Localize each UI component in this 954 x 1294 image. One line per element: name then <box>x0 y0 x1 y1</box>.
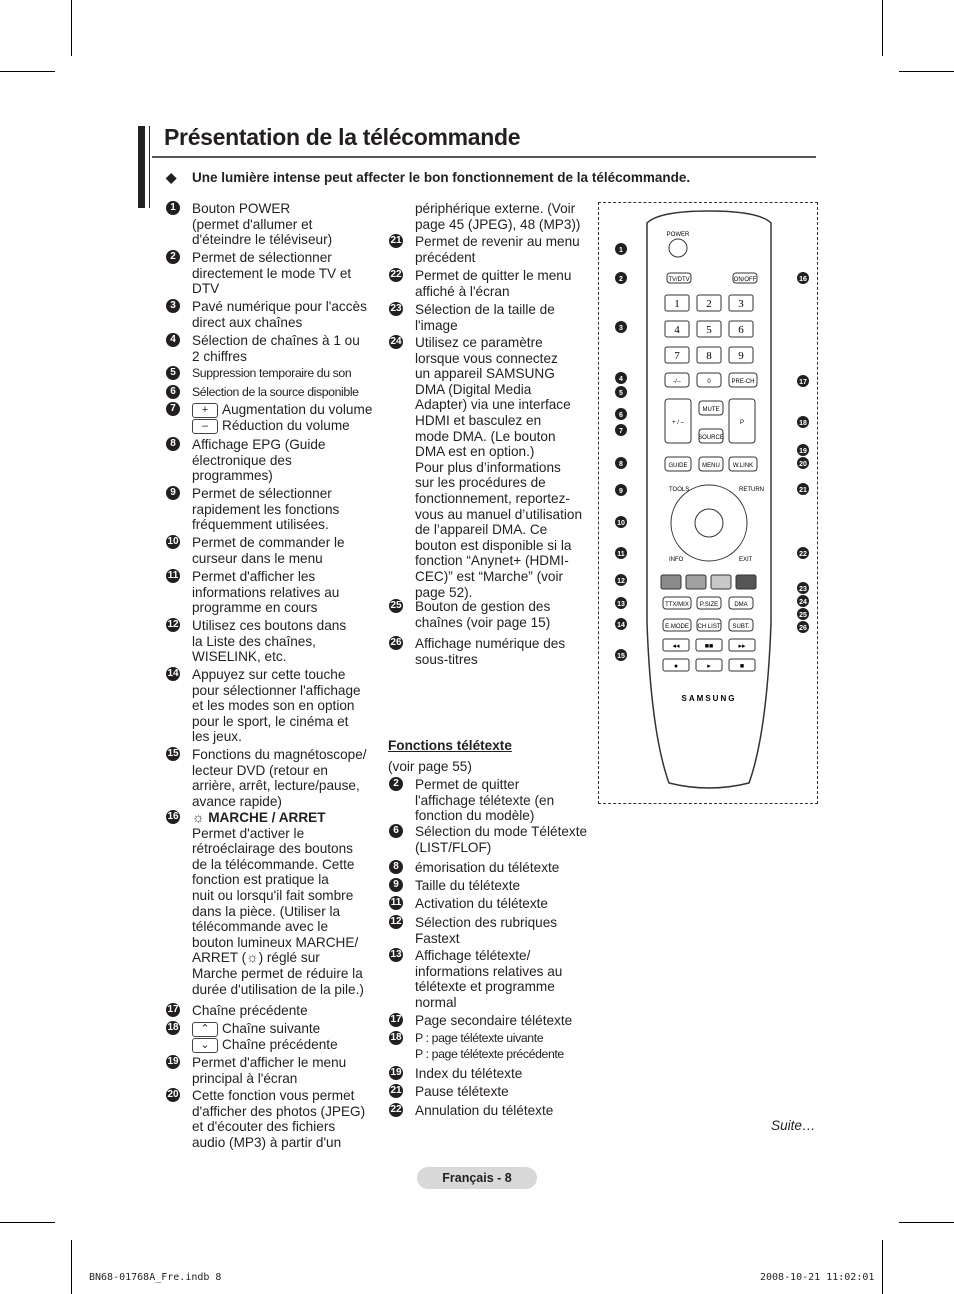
item-number-badge: 8 <box>389 860 403 874</box>
item-number-badge: 20 <box>167 1089 179 1100</box>
callout-number: 4 <box>619 376 623 383</box>
item-text-line: bouton lumineux MARCHE/ <box>192 934 359 950</box>
volume-rocker-label: + / – <box>672 420 684 426</box>
item-number-badge: 8 <box>166 437 180 451</box>
item-text-line: électronique des <box>192 452 292 468</box>
item-number-badge: 19 <box>167 1056 179 1067</box>
item-text-line: Permet d'activer le <box>192 825 305 841</box>
item-text-line: et les modes son en option <box>192 698 355 714</box>
crop-mark <box>899 1222 954 1223</box>
item-number-badge: 16 <box>167 811 179 822</box>
item-text-line: d'afficher des photos (JPEG) <box>192 1103 366 1119</box>
item-text-line: audio (MP3) à partir d'un <box>192 1134 342 1150</box>
item-number-badge: 9 <box>166 486 180 500</box>
remote-key-icon: + <box>192 403 218 418</box>
list-item <box>170 402 374 434</box>
crop-mark <box>899 71 954 72</box>
item-number-badge: 4 <box>166 333 180 347</box>
item-text-line: direct aux chaînes <box>192 314 303 330</box>
item-text-line: Taille du télétexte <box>415 878 521 893</box>
item-text-line: fonction du modèle) <box>415 808 535 824</box>
item-number-badge: 23 <box>390 303 402 314</box>
color-button <box>736 575 756 589</box>
diamond-bullet-icon: ◆ <box>166 170 177 185</box>
item-number-badge: 24 <box>390 336 402 347</box>
ttx-mix-button-label: TTX/MIX <box>665 602 689 608</box>
item-text-line: (LIST/FLOF) <box>415 839 492 855</box>
item-text-line: nuit ou lorsqu'il fait sombre <box>192 887 354 903</box>
item-text-line: Affichage numérique des <box>415 636 566 651</box>
list-item <box>390 915 593 946</box>
callout-number: 14 <box>617 622 625 629</box>
crop-mark <box>882 0 883 56</box>
item-text-line: les jeux. <box>192 729 242 745</box>
item-text-line: émorisation du télétexte <box>415 860 560 875</box>
item-number-badge: 6 <box>166 385 180 399</box>
digit-label: 4 <box>674 324 680 336</box>
list-item <box>390 599 593 630</box>
item-text-line: Bouton POWER <box>192 201 291 216</box>
item-text-line: sous-titres <box>415 651 478 667</box>
digit-label: 6 <box>738 324 744 336</box>
item-text-line: ⌄ Chaîne précédente <box>192 1037 374 1053</box>
item-text-line: l'image <box>415 317 458 333</box>
list-item <box>167 667 374 745</box>
item-number-badge: 22 <box>390 1104 402 1115</box>
list-item <box>390 1013 593 1029</box>
crop-mark <box>71 0 72 56</box>
list-item <box>415 201 593 232</box>
digit-label: 1 <box>674 298 680 310</box>
item-text-line: programmes) <box>192 468 273 484</box>
light-button-label: ON/OFF <box>733 277 757 283</box>
item-number-badge: 17 <box>390 1014 402 1025</box>
item-text-line: Pause télétexte <box>415 1084 509 1099</box>
list-item <box>167 535 374 566</box>
remote-control-illustration <box>599 203 817 803</box>
power-button <box>669 239 687 257</box>
list-item <box>170 437 374 484</box>
item-number-badge: 10 <box>167 536 179 547</box>
list-item <box>170 299 374 330</box>
color-button <box>686 575 706 589</box>
list-item <box>393 860 593 876</box>
item-text-line: page 52). <box>415 584 473 600</box>
item-text-line: la Liste des chaînes, <box>192 633 316 649</box>
color-button <box>661 575 681 589</box>
item-text-line: Permet de sélectionner <box>192 250 332 265</box>
enter-button <box>695 509 723 537</box>
item-text-line: Fastext <box>415 930 460 946</box>
exit-label: EXIT <box>739 557 753 563</box>
list-item <box>390 1066 593 1082</box>
item-number-badge: 1 <box>166 201 180 215</box>
list-item <box>167 747 374 809</box>
list-item <box>170 385 374 401</box>
item-text-line: et d'écouter des fichiers <box>192 1119 336 1135</box>
item-text-line: périphérique externe. (Voir <box>415 201 576 216</box>
warning-note <box>166 170 690 186</box>
item-text-line: durée d'utilisation de la pile.) <box>192 981 364 997</box>
warning-note-text: Une lumière intense peut affecter le bon fonctionnement de la télécommande. <box>192 170 691 185</box>
item-number-badge: 12 <box>167 619 179 630</box>
item-number-badge: 19 <box>390 1067 402 1078</box>
item-text-line: informations relatives au <box>415 963 563 979</box>
item-number-badge: 17 <box>167 1004 179 1015</box>
playback-icon: ■ <box>739 663 745 670</box>
item-text-line: + Augmentation du volume <box>192 402 374 418</box>
item-text-line: chaînes (voir page 15) <box>415 614 551 630</box>
e-mode-button-label: E.MODE <box>665 624 689 630</box>
item-text-line: Permet de commander le <box>192 535 345 550</box>
dash-button-label: -/-- <box>673 379 681 385</box>
list-item <box>167 1088 374 1150</box>
item-text-line: dans la pièce. (Utiliser la <box>192 903 341 919</box>
list-item <box>170 333 374 364</box>
item-text-line: lorsque vous connectez <box>415 350 558 366</box>
item-text-line: fréquemment utilisées. <box>192 517 329 533</box>
item-text-line: ⌃ Chaîne suivante <box>192 1021 374 1037</box>
item-text-line: Sélection du mode Télétexte <box>415 824 588 839</box>
power-label: POWER <box>666 232 690 238</box>
item-text-line: d'éteindre le téléviseur) <box>192 232 333 248</box>
callout-number: 22 <box>799 551 807 558</box>
wiselink-button-label: W.LINK <box>732 463 754 469</box>
ch-list-button-label: CH LIST <box>697 624 721 630</box>
source-button-label: SOURCE <box>698 435 724 441</box>
subt-button-label: SUBT. <box>732 624 750 630</box>
dma-button-label: DMA <box>734 602 748 608</box>
item-text-line: Pour plus d’informations <box>415 459 561 475</box>
item-text-line: Cette fonction vous permet <box>192 1088 355 1103</box>
item-text-line: Fonctions du magnétoscope/ <box>192 747 367 762</box>
item-text-line: télécommande avec le <box>192 919 329 935</box>
item-number-badge: 25 <box>390 600 402 611</box>
callout-number: 10 <box>617 520 625 527</box>
item-text-line: – Réduction du volume <box>192 418 374 434</box>
item-text-line: mode DMA. (Le bouton <box>415 428 556 444</box>
item-number-badge: 26 <box>390 637 402 648</box>
item-text-line: Affichage EPG (Guide <box>192 437 326 452</box>
item-text-line: sur les procédures de <box>415 475 546 491</box>
item-number-badge: 7 <box>166 402 180 416</box>
list-item <box>390 1084 593 1100</box>
mute-button-label: MUTE <box>702 407 720 413</box>
digit-label: 2 <box>706 298 712 310</box>
item-text-line: Permet de quitter le menu <box>415 268 572 283</box>
list-item <box>167 569 374 616</box>
list-item <box>393 777 593 824</box>
callout-number: 2 <box>619 276 623 283</box>
item-text-line: CEC)” est “Marche” (voir <box>415 568 564 584</box>
channel-rocker-label: P <box>739 420 745 426</box>
item-text-line: DMA (Digital Media <box>415 381 532 397</box>
item-text-line: Page secondaire télétexte <box>415 1013 573 1028</box>
item-text-line: affiché à l'écran <box>415 283 510 299</box>
item-text-line: WISELINK, etc. <box>192 649 287 665</box>
item-number-badge: 5 <box>166 366 180 380</box>
item-number-badge: 18 <box>167 1022 179 1033</box>
remote-key-icon: ⌄ <box>192 1038 218 1053</box>
item-text-line: DMA est en option.) <box>415 444 535 460</box>
item-text-line: page 45 (JPEG), 48 (MP3)) <box>415 216 581 232</box>
item-text-line: précédent <box>415 249 476 265</box>
list-item <box>170 366 374 382</box>
playback-icon: ▸▸ <box>738 643 746 650</box>
callout-number: 7 <box>619 428 623 435</box>
item-text-line: informations relatives au <box>192 584 340 600</box>
item-number-badge: 2 <box>389 777 403 791</box>
digit-label: 9 <box>738 350 744 362</box>
item-number-badge: 13 <box>390 949 402 960</box>
digit-label: 8 <box>706 350 712 362</box>
teletext-subheading: (voir page 55) <box>388 759 472 774</box>
item-text-line: Utilisez ces boutons dans <box>192 618 347 633</box>
list-item <box>167 618 374 665</box>
item-number-badge: 11 <box>167 570 179 581</box>
crop-mark <box>882 1240 883 1294</box>
list-item <box>167 810 374 997</box>
crop-mark <box>71 1240 72 1294</box>
item-text-line: de l’appareil DMA. Ce <box>415 522 548 538</box>
item-text-line: directement le mode TV et <box>192 265 352 281</box>
title-rule <box>152 156 816 158</box>
item-text-line: Suppression temporaire du son <box>192 366 352 380</box>
list-item <box>167 1003 374 1019</box>
item-text-line: 2 chiffres <box>192 348 247 364</box>
p-size-button-label: P.SIZE <box>699 602 719 608</box>
callout-number: 23 <box>799 586 807 593</box>
item-text-line: Bouton de gestion des <box>415 599 551 614</box>
item-number-badge: 14 <box>167 668 179 679</box>
item-number-badge: 3 <box>166 299 180 313</box>
item-text-line: pour sélectionner l'affichage <box>192 682 361 698</box>
teletext-heading: Fonctions télétexte <box>388 738 512 753</box>
item-text-line: avance rapide) <box>192 793 282 809</box>
item-text-line: rapidement les fonctions <box>192 501 340 517</box>
item-text-line: P : page télétexte uivante <box>415 1031 544 1045</box>
playback-icon: ◂◂ <box>672 643 680 650</box>
item-number-badge: 18 <box>390 1032 402 1043</box>
callout-number: 18 <box>799 420 807 427</box>
item-text-line: Adapter) via une interface <box>415 397 571 413</box>
remote-figure <box>598 202 818 804</box>
callout-number: 12 <box>617 578 625 585</box>
list-item <box>390 896 593 912</box>
page-title: Présentation de la télécommande <box>164 124 521 150</box>
return-label: RETURN <box>739 487 764 493</box>
item-text-line: Pavé numérique pour l'accès <box>192 299 367 314</box>
list-item <box>390 948 593 1010</box>
tools-label: TOOLS <box>669 487 690 493</box>
item-text-line: Affichage télétexte/ <box>415 948 531 963</box>
remote-key-icon: ⌃ <box>192 1022 218 1037</box>
item-number-badge: 9 <box>389 878 403 892</box>
item-text-line: Permet d'afficher le menu <box>192 1055 347 1070</box>
info-label: INFO <box>669 557 684 563</box>
digit-label: 3 <box>738 298 744 310</box>
callout-number: 5 <box>619 390 623 397</box>
item-text-line: pour le sport, le cinéma et <box>192 713 349 729</box>
item-text-line: Permet de revenir au menu <box>415 234 580 249</box>
callout-number: 8 <box>619 461 623 468</box>
item-text-line: Permet d'afficher les <box>192 569 316 584</box>
list-item <box>167 1021 374 1053</box>
list-item <box>167 1055 374 1086</box>
item-text-line: Appuyez sur cette touche <box>192 667 346 682</box>
list-item <box>390 268 593 299</box>
item-text-line: bouton est disponible si la <box>415 537 572 553</box>
callout-number: 21 <box>799 487 807 494</box>
item-text-line: l'affichage télétexte (en <box>415 792 555 808</box>
callout-number: 11 <box>617 551 625 558</box>
item-number-badge: 21 <box>390 1085 402 1096</box>
item-text-line: fonction est pratique la <box>192 872 329 888</box>
callout-number: 15 <box>617 653 625 660</box>
list-item <box>390 1103 593 1119</box>
item-text-line: vous au manuel d’utilisation <box>415 506 583 522</box>
remote-key-icon: – <box>192 419 218 434</box>
callout-number: 25 <box>799 612 807 619</box>
item-text-line: Sélection de la source disponible <box>192 385 359 399</box>
callout-number: 24 <box>799 599 807 606</box>
list-item <box>390 1031 593 1062</box>
list-item <box>393 878 593 894</box>
item-text-line: télétexte et programme <box>415 979 555 995</box>
list-item <box>170 250 374 297</box>
item-text-line: Permet de sélectionner <box>192 486 332 501</box>
item-text-line: ARRET (☼) réglé sur <box>192 950 320 966</box>
crop-mark <box>0 1222 55 1223</box>
menu-button-label: MENU <box>702 463 720 469</box>
item-text-line: lecteur DVD (retour en <box>192 762 328 778</box>
playback-icon: ■■ <box>704 643 714 650</box>
item-text-line: un appareil SAMSUNG <box>415 366 555 382</box>
item-text-line: Annulation du télétexte <box>415 1103 554 1118</box>
item-text-line: HDMI et basculez en <box>415 412 542 428</box>
item-text-line: ☼ MARCHE / ARRET <box>192 810 326 825</box>
playback-icon: ● <box>673 663 679 670</box>
item-text-line: programme en cours <box>192 600 318 616</box>
callout-number: 16 <box>799 276 807 283</box>
title-side-bar-gap <box>145 126 149 208</box>
item-text-line: Chaîne précédente <box>192 1003 308 1018</box>
list-item <box>390 302 593 333</box>
callout-number: 17 <box>799 379 807 386</box>
callout-number: 19 <box>799 448 807 455</box>
item-text-line: rétroéclairage des boutons <box>192 841 353 857</box>
item-number-badge: 12 <box>390 916 402 927</box>
playback-icon: ▸ <box>707 663 711 670</box>
tv-dtv-button-label: TV/DTV <box>668 277 690 283</box>
item-text-line: curseur dans le menu <box>192 550 323 566</box>
zero-button-label: 0 <box>707 379 711 385</box>
item-text-line: (permet d'allumer et <box>192 216 313 232</box>
item-number-badge: 2 <box>166 250 180 264</box>
item-text-line: fonctionnement, reportez- <box>415 490 570 506</box>
item-text-line: principal à l'écran <box>192 1070 298 1086</box>
item-number-badge: 22 <box>390 269 402 280</box>
item-number-badge: 6 <box>389 824 403 838</box>
file-imprint: BN68-01768A_Fre.indb 8 <box>89 1272 222 1283</box>
item-text-line: Activation du télétexte <box>415 896 548 911</box>
item-text-line: Index du télétexte <box>415 1066 523 1081</box>
date-imprint: 2008-10-21 11:02:01 <box>760 1272 875 1283</box>
page-number-badge: Français - 8 <box>417 1167 537 1189</box>
crop-mark <box>0 71 55 72</box>
list-item <box>393 824 593 855</box>
guide-button-label: GUIDE <box>668 463 688 469</box>
callout-number: 9 <box>619 488 623 495</box>
digit-label: 5 <box>706 324 712 336</box>
brand-logo: SAMSUNG <box>681 694 737 703</box>
item-text-line: Sélection de chaînes à 1 ou <box>192 333 360 348</box>
list-item <box>390 335 593 600</box>
item-text-line: Sélection des rubriques <box>415 915 558 930</box>
list-item <box>170 201 374 248</box>
callout-number: 26 <box>799 625 807 632</box>
item-number-badge: 11 <box>390 897 402 908</box>
list-item <box>390 234 593 265</box>
digit-label: 7 <box>674 350 680 362</box>
list-item <box>390 636 593 667</box>
item-text-line: Permet de quitter <box>415 777 520 792</box>
item-text-line: P : page télétexte précédente <box>415 1046 564 1061</box>
callout-number: 6 <box>619 412 623 419</box>
item-text-line: Sélection de la taille de <box>415 302 555 317</box>
callout-number: 1 <box>619 247 623 254</box>
color-button <box>711 575 731 589</box>
list-item <box>170 486 374 533</box>
item-text-line: normal <box>415 994 457 1010</box>
continued-label: Suite… <box>771 1118 816 1133</box>
item-text-line: arrière, arrêt, lecture/pause, <box>192 778 360 794</box>
callout-number: 13 <box>617 601 625 608</box>
callout-number: 3 <box>619 325 623 332</box>
item-number-badge: 15 <box>167 748 179 759</box>
pre-ch-button-label: PRE-CH <box>731 379 755 385</box>
item-text-line: de la télécommande. Cette <box>192 856 355 872</box>
item-text-line: DTV <box>192 281 220 297</box>
item-number-badge: 21 <box>390 235 402 246</box>
item-text-line: Utilisez ce paramètre <box>415 335 543 350</box>
item-text-line: fonction “Anynet+ (HDMI- <box>415 553 569 569</box>
callout-number: 20 <box>799 461 807 468</box>
item-text-line: Marche permet de réduire la <box>192 965 363 981</box>
